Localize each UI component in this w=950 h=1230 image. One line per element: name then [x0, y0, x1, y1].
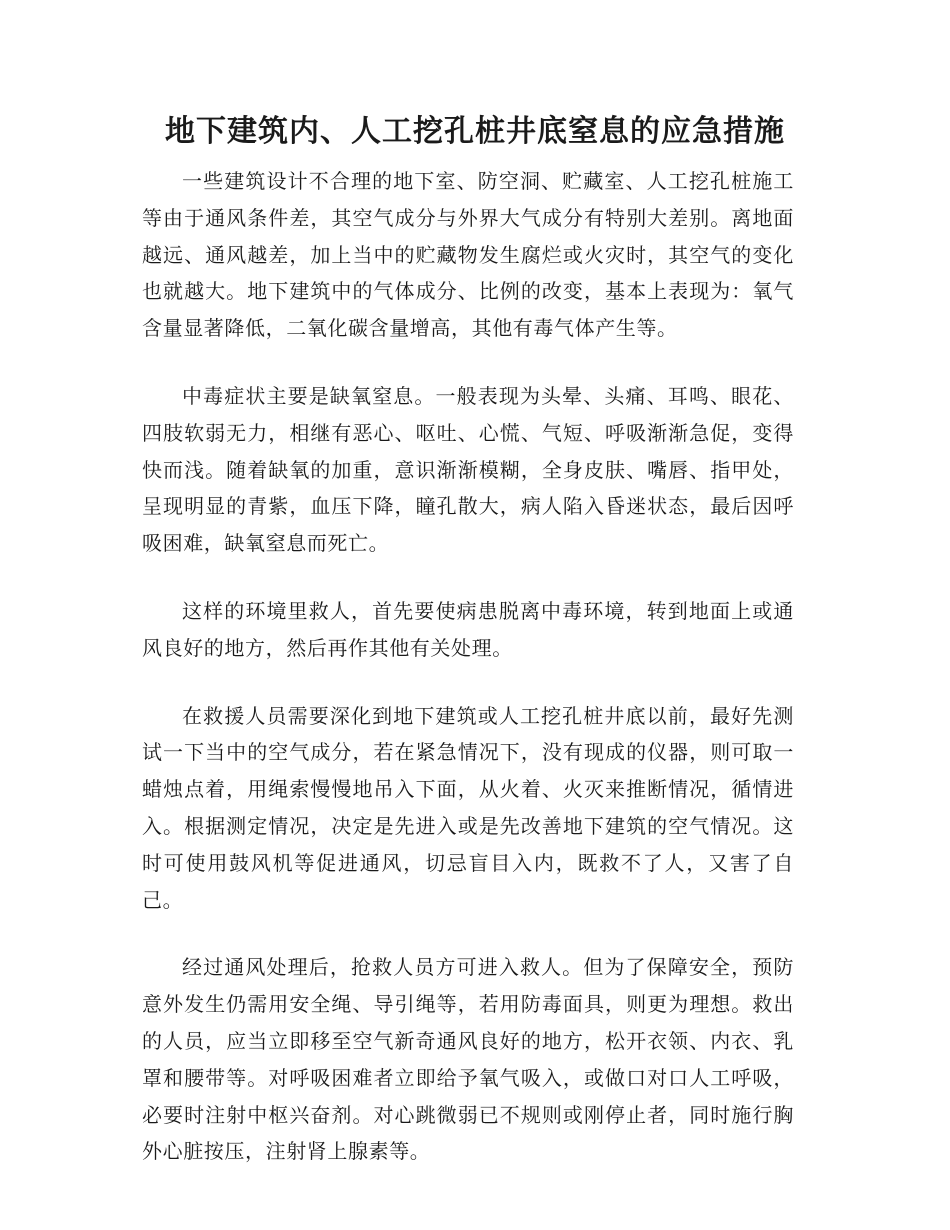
paragraph-4: 在救援人员需要深化到地下建筑或人工挖孔桩井底以前，最好先测试一下当中的空气成分，若在紧急情况下，没有现成的仪器，则可取一蜡烛点着，用绳索慢慢地吊入下面，从火着、火灭来推断情况，循情进入。根据测定情况，决定是先进入或是先改善地下建筑的空气情况。这时可使用鼓风机等促进通风，切忌盲目入内，既救不了人，又害了自己。 — [142, 703, 794, 912]
document-body — [142, 163, 794, 1170]
paragraph-3: 这样的环境里救人，首先要使病患脱离中毒环境，转到地面上或通风良好的地方，然后再作其他有关处理。 — [142, 598, 794, 660]
document-title: 地下建筑内、人工挖孔桩井底窒息的应急措施 — [165, 114, 785, 149]
paragraph-2: 中毒症状主要是缺氧窒息。一般表现为头晕、头痛、耳鸣、眼花、四肢软弱无力，相继有恶心、呕吐、心慌、气短、呼吸渐渐急促，变得快而浅。随着缺氧的加重，意识渐渐模糊，全身皮肤、嘴唇、指甲处，呈现明显的青紫，血压下降，瞳孔散大，病人陷入昏迷状态，最后因呼吸困难，缺氧窒息而死亡。 — [142, 383, 794, 556]
paragraph-5: 经过通风处理后，抢救人员方可进入救人。但为了保障安全，预防意外发生仍需用安全绳、导引绳等，若用防毒面具，则更为理想。救出的人员，应当立即移至空气新奇通风良好的地方，松开衣领、内衣、乳罩和腰带等。对呼吸困难者立即给予氧气吸入，或做口对口人工呼吸，必要时注射中枢兴奋剂。对心跳微弱已不规则或刚停止者，同时施行胸外心脏按压，注射肾上腺素等。 — [142, 955, 794, 1164]
paragraph-1: 一些建筑设计不合理的地下室、防空洞、贮藏室、人工挖孔桩施工等由于通风条件差，其空气成分与外界大气成分有特别大差别。离地面越远、通风越差，加上当中的贮藏物发生腐烂或火灾时，其空气的变化也就越大。地下建筑中的气体成分、比例的改变，基本上表现为：氧气含量显著降低，二氧化碳含量增高，其他有毒气体产生等。 — [142, 169, 794, 341]
